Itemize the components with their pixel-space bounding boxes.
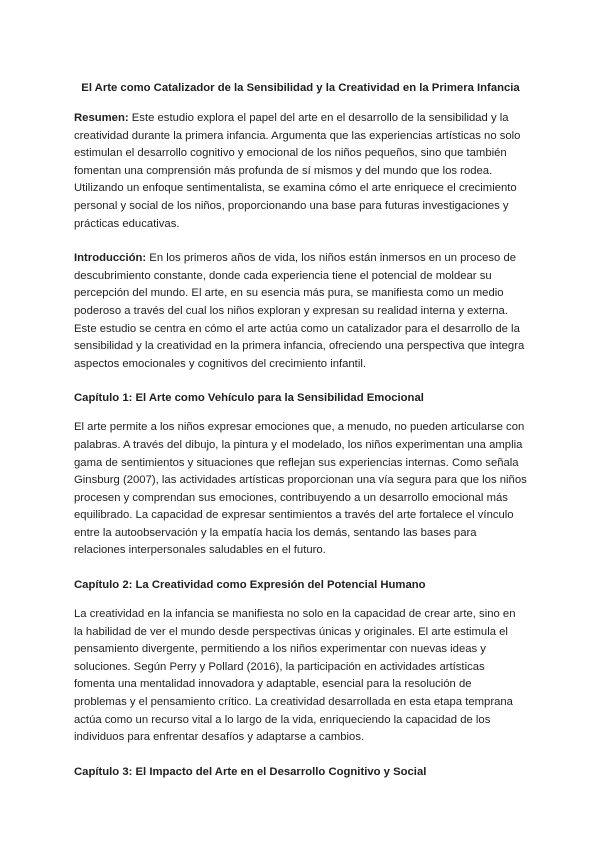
abstract-paragraph bbox=[74, 110, 527, 233]
chapter-2-heading: Capítulo 2: La Creatividad como Expresión del Potencial Humano bbox=[74, 579, 426, 592]
chapter-2-paragraph: La creatividad en la infancia se manifiesta no solo en la capacidad de crear arte, sino en la habilidad de ver el mundo desde perspectivas únicas y originales. El arte estimula el pensamiento divergente, permitiendo a los niños experimentar con nuevas ideas y soluciones. Según Perry y Pollard (2016), la participación en actividades artísticas fomenta una mentalidad innovadora y adaptable, esencial para la resolución de problemas y el pensamiento crítico. La creatividad desarrollada en esta etapa temprana actúa como un recurso vital a lo largo de la vida, enriqueciendo la capacidad de los individuos para enfrentar desafíos y adaptarse a cambios. bbox=[74, 608, 516, 744]
document-title: El Arte como Catalizador de la Sensibilidad y la Creatividad en la Primera Infancia bbox=[81, 82, 520, 94]
chapter-1-paragraph: El arte permite a los niños expresar emociones que, a menudo, no pueden articularse con palabras. A través del dibujo, la pintura y el modelado, los niños experimentan una amplia gama de sentimientos y situaciones que reflejan sus experiencias internas. Como señala Ginsburg (2007), las actividades artísticas proporcionan una vía segura para que los niños procesen y comprendan sus emociones, contribuyendo a un desarrollo emocional más equilibrado. La capacidad de expresar sentimientos a través del arte fortalece el vínculo entre la autoobservación y la empatía hacia los demás, sentando las bases para relaciones interpersonales saludables en el futuro. bbox=[74, 421, 527, 557]
introduction-text: En los primeros años de vida, los niños están inmersos en un proceso de descubrimiento constante, donde cada experiencia tiene el potencial de moldear su percepción del mundo. El arte, en su esencia más pura, se manifiesta como un medio poderoso a través del cual los niños exploran y expresan su realidad interna y externa. Este estudio se centra en cómo el arte actúa como un catalizador para el desarrollo de la sensibilidad y la creatividad en la primera infancia, ofreciendo una perspectiva que integra aspectos emocionales y cognitivos del crecimiento infantil. bbox=[74, 252, 525, 370]
chapter-1-heading: Capítulo 1: El Arte como Vehículo para la Sensibilidad Emocional bbox=[74, 392, 424, 405]
chapter-3-heading: Capítulo 3: El Impacto del Arte en el Desarrollo Cognitivo y Social bbox=[74, 765, 427, 778]
introduction-paragraph bbox=[74, 250, 527, 373]
abstract-label: Resumen: bbox=[74, 112, 129, 124]
abstract-text: Este estudio explora el papel del arte en el desarrollo de la sensibilidad y la creatividad durante la primera infancia. Argumenta que las experiencias artísticas no solo estimulan el desarrollo cognitivo y emocional de los niños pequeños, sino que también fomentan una comprensión más profunda de sí mismos y del mundo que los rodea. Utilizando un enfoque sentimentalista, se examina cómo el arte enriquece el crecimiento personal y social de los niños, proporcionando una base para futuras investigaciones y prácticas educativas. bbox=[74, 112, 521, 230]
introduction-label: Introducción: bbox=[74, 252, 147, 265]
